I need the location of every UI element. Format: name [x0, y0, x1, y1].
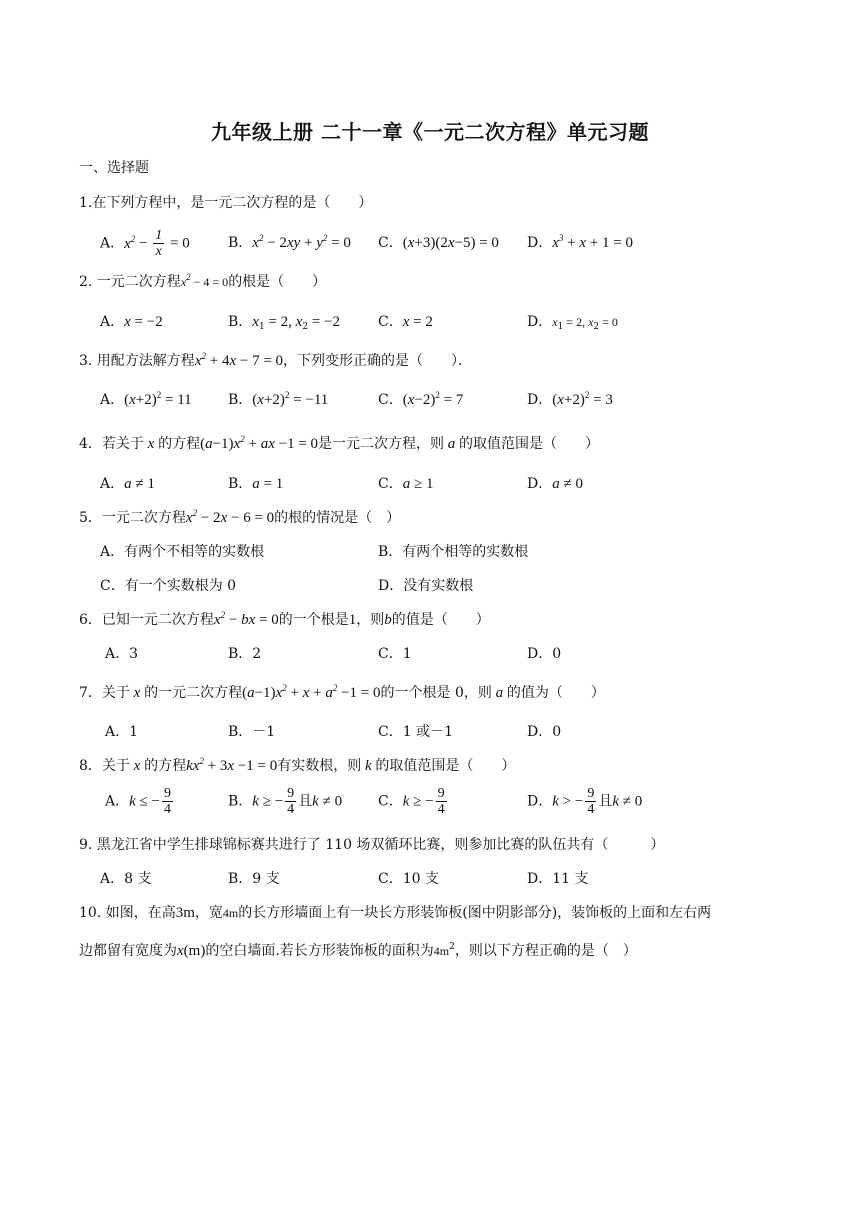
q8-stem-mid: 的方程	[144, 758, 187, 774]
question-8-stem: 8．关于 x 的方程$kx^2 + 3x -1 = 0$有实数根，则 k 的取值范围是（ ）	[79, 756, 516, 774]
q1-option-b: B．$x^2 - 2xy + y^2 = 0$	[228, 233, 351, 251]
q6-stem-post: 的值是（ ）	[391, 612, 490, 628]
q8-option-b-and: 且	[298, 793, 313, 810]
q3-option-a: A．$(x+2)^2 = 11$	[100, 390, 192, 408]
q4-option-b-label: B．	[228, 476, 253, 492]
q3-option-a-label: A．	[100, 392, 125, 408]
q3-stem-pre: 3. 用配方法解方程	[79, 353, 195, 369]
question-4-stem: 4．若关于 x 的方程$(a-1)x^2$ + ax −1 = 0是一元二次方程，则 a 的取值范围是（ ）	[79, 434, 600, 452]
question-9-stem: 9. 黑龙江省中学生排球锦标赛共进行了 110 场双循环比赛，则参加比赛的队伍共有（ ）	[79, 837, 665, 853]
question-3-stem: 3. 用配方法解方程$x^2 + 4x - 7 = 0$，下列变形正确的是（ ）．	[79, 351, 473, 369]
q4-option-d-label: D．	[527, 476, 553, 492]
question-10-line-2: 边都留有宽度为x(m)的空白墙面.若长方形装饰板的面积为$4m^2$，则以下方程正确的是（ ）	[79, 942, 637, 959]
q10-area: 4m	[433, 944, 450, 958]
question-5-stem: 5．一元二次方程$x^2 - 2x - 6 = 0$的根的情况是（ ）	[79, 508, 401, 526]
q2-stem-post: 的根是（ ）	[228, 274, 327, 290]
q6-stem-mid: 的一个根是	[278, 612, 349, 628]
q1-option-c-label: C．	[378, 235, 403, 251]
q8-option-c-label: C．	[378, 793, 403, 810]
q6-option-d: D．0	[527, 646, 562, 662]
q10-line2-mid: 的空白墙面.若长方形装饰板的面积为	[205, 943, 434, 959]
q8-option-d: D．k > − $\frac{9}{4}$ 且k ≠ 0	[527, 786, 643, 817]
q3-stem-post: ，下列变形正确的是（ ）．	[283, 353, 473, 369]
q6-option-a: A．3	[105, 646, 139, 662]
q5-option-b: B．有两个相等的实数根	[378, 544, 529, 560]
q7-stem-post: 的值为（ ）	[506, 685, 605, 701]
q10-width: 4m	[222, 906, 239, 920]
q9-option-d: D．11 支	[527, 871, 589, 887]
q3-option-b-label: B．	[228, 392, 253, 408]
q4-option-a-label: A．	[100, 476, 125, 492]
q1-option-d-label: D．	[527, 235, 553, 251]
q4-stem-mid2: 是一元二次方程，则	[318, 436, 445, 452]
q1-option-c: C．(x+3)(2x−5) = 0	[378, 235, 499, 251]
page-title: 九年级上册 二十一章《一元二次方程》单元习题	[211, 120, 649, 144]
q1-option-d: D．$x^3 + x + 1 = 0$	[527, 233, 633, 251]
q8-option-d-and: 且	[598, 793, 613, 810]
q9-option-a: A．8 支	[100, 871, 152, 887]
q5-option-c: C．有一个实数根为 0	[100, 578, 237, 594]
q2-option-c-label: C．	[378, 314, 403, 330]
q3-option-c-label: C．	[378, 392, 403, 408]
question-1-stem: 1.在下列方程中，是一元二次方程的是（ ）	[79, 195, 373, 211]
q5-stem-pre: 5．一元二次方程	[79, 510, 186, 526]
q7-option-d: D．0	[527, 724, 562, 740]
q5-stem-post: 的根的情况是（ ）	[274, 510, 401, 526]
q10-line2-pre: 边都留有宽度为	[79, 943, 177, 959]
q5-option-a: A．有两个不相等的实数根	[100, 544, 265, 560]
q6-stem-mid2: ，则	[356, 612, 385, 628]
q10-line2-post: ，则以下方程正确的是（ ）	[454, 943, 637, 959]
q2-option-a: A．x = −2	[100, 314, 163, 330]
q8-stem-pre: 8．关于	[79, 758, 130, 774]
q4-stem-post: 的取值范围是（ ）	[459, 436, 600, 452]
question-7-stem: 7．关于 x 的一元二次方程$(a-1)x^2 + x + a^2 -1 = 0$的一个根是 0，则 a 的值为（ ）	[79, 683, 605, 701]
q1-option-a: A．$x^2$ − $\frac{1}{x}$ = 0	[100, 228, 190, 259]
q7-option-b: B．－1	[228, 724, 276, 740]
q2-option-a-label: A．	[100, 314, 125, 330]
q5-option-d: D．没有实数根	[378, 578, 474, 594]
q2-option-c: C．x = 2	[378, 314, 433, 330]
q2-option-b: B．$x_1 = 2$, $x_2 = -2$	[228, 314, 340, 332]
q2-stem-pre: 2. 一元二次方程	[79, 274, 181, 290]
question-10-line-1	[79, 902, 711, 922]
q4-option-a: A．a ≠ 1	[100, 476, 155, 492]
q3-option-d: D．$(x+2)^2 = 3$	[527, 390, 613, 408]
q10-height: 3m	[175, 905, 195, 921]
q3-option-b: B．$(x+2)^2 = -11$	[228, 390, 329, 408]
q4-option-b: B．a = 1	[228, 476, 284, 492]
question-6-stem: 6．已知一元二次方程$x^2$ − bx = 0的一个根是1，则b的值是（ ）	[79, 610, 490, 628]
q3-option-c: C．$(x-2)^2 = 7$	[378, 390, 464, 408]
q4-option-d: D．a ≠ 0	[527, 476, 583, 492]
q8-stem-mid2: 有实数根，则	[277, 758, 362, 774]
q4-option-c-label: C．	[378, 476, 403, 492]
q9-option-c: C．10 支	[378, 871, 439, 887]
q1-option-a-label: A．	[100, 235, 125, 252]
q6-option-c: C．1	[378, 646, 412, 662]
q7-option-c: C．1 或－1	[378, 724, 453, 740]
q8-option-d-label: D．	[527, 793, 553, 810]
q8-option-b: B．k ≥ − $\frac{9}{4}$ 且k ≠ 0	[228, 786, 343, 817]
q1-option-b-label: B．	[228, 235, 253, 251]
question-2-stem: 2. 一元二次方程$x^2 - 4 = 0$的根是（ ）	[79, 272, 327, 290]
q7-stem-pre: 7．关于	[79, 685, 130, 701]
q9-option-b: B．9 支	[228, 871, 280, 887]
q3-option-d-label: D．	[527, 392, 553, 408]
q6-option-b: B．2	[228, 646, 262, 662]
q10-line1-pre: 10. 如图，在高	[79, 905, 176, 921]
q7-stem-mid: 的一元二次方程	[144, 685, 243, 701]
q4-stem-pre: 4．若关于	[79, 436, 144, 452]
q8-option-c: C．k ≥ − $\frac{9}{4}$	[378, 786, 445, 817]
q8-option-a: A．k ≤ − $\frac{9}{4}$	[105, 786, 171, 817]
q8-option-a-label: A．	[105, 793, 130, 810]
q10-line1-post: 的长方形墙面上有一块长方形装饰板(图中阴影部分)，装饰板的上面和左右两	[238, 905, 712, 921]
q10-line1-mid: ，宽	[194, 905, 223, 921]
q2-option-d-label: D．	[527, 314, 553, 330]
q8-stem-post: 的取值范围是（ ）	[375, 758, 516, 774]
q7-option-a: A．1	[105, 724, 139, 740]
q4-option-c: C．a ≥ 1	[378, 476, 434, 492]
section-heading: 一、选择题	[79, 160, 149, 176]
q4-stem-mid1: 的方程	[158, 436, 201, 452]
q6-stem-pre: 6．已知一元二次方程	[79, 612, 214, 628]
q8-option-b-label: B．	[228, 793, 253, 810]
q2-option-d: D．$x_1 = 2$, $x_2 = 0$	[527, 314, 618, 332]
q2-option-b-label: B．	[228, 314, 253, 330]
q7-stem-mid2: 的一个根是 0，则	[380, 685, 492, 701]
